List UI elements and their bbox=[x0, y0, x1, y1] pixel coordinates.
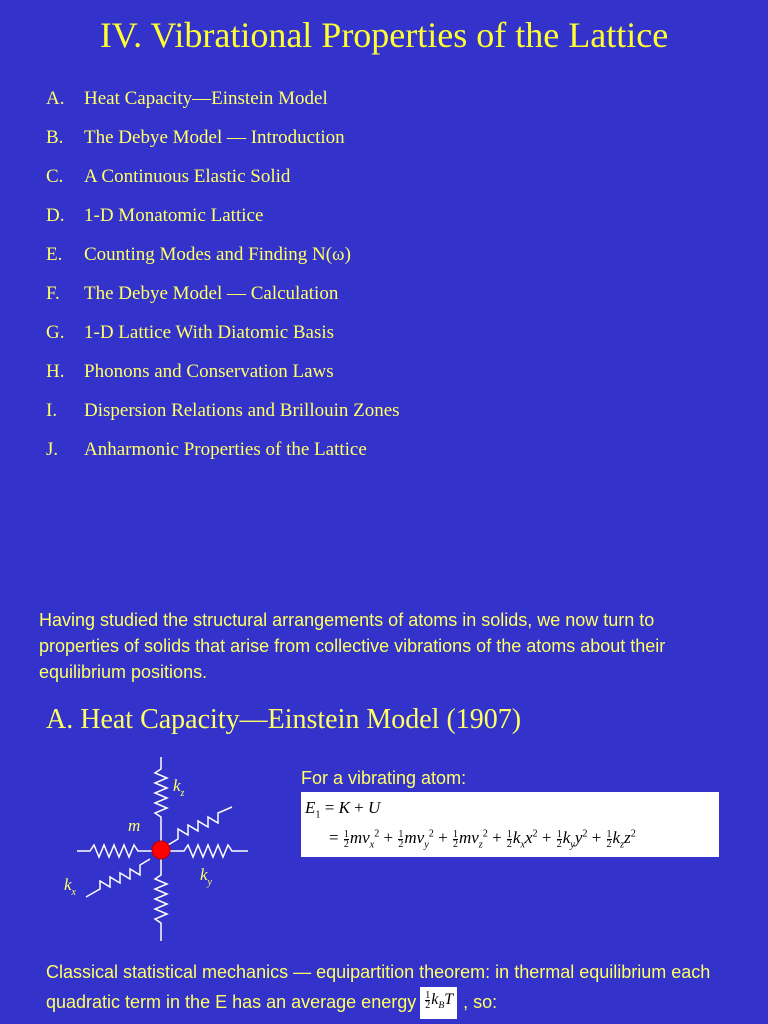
toc-item bbox=[46, 322, 400, 361]
toc-text: Dispersion Relations and Brillouin Zones bbox=[84, 400, 400, 421]
toc-letter: J. bbox=[46, 439, 59, 460]
closing-text: Classical statistical mechanics — equipartition theorem: in thermal equilibrium each quadratic term in the E has an average energy bbox=[46, 962, 711, 1012]
page-title: IV. Vibrational Properties of the Lattice bbox=[99, 15, 669, 55]
kx-label-sub: x bbox=[71, 887, 76, 898]
equation-line-2: = $\frac{1}{2}$ $mv_x^2$ + $\frac{1}{2}$ $mv_y^2$ + $\frac{1}{2}$ $mv_z^2$ + $\frac{1}{2}$ $k_xx^2$ + $\frac{1}{2}$ $k_yy^2$ + $\frac{1}{2}$ $k_zz^2$ bbox=[329, 828, 636, 851]
toc-letter: A. bbox=[46, 88, 65, 109]
spring-x-left bbox=[77, 845, 154, 857]
kx-label-main: k bbox=[64, 875, 72, 894]
toc-text: The Debye Model — Calculation bbox=[84, 283, 339, 304]
toc-text: Phonons and Conservation Laws bbox=[84, 361, 334, 382]
vibrating-atom-label: For a vibrating atom: bbox=[301, 768, 467, 788]
toc-text: Heat Capacity—Einstein Model bbox=[84, 88, 328, 109]
toc-item bbox=[46, 88, 400, 127]
closing-paragraph bbox=[46, 958, 746, 1019]
toc-item bbox=[46, 127, 400, 166]
toc-text: The Debye Model — Introduction bbox=[84, 127, 345, 148]
toc-item bbox=[46, 439, 400, 478]
ky-label-sub: y bbox=[207, 877, 212, 888]
toc-text: Counting Modes and Finding N(ω) bbox=[84, 244, 351, 265]
equation-line-1: $E_1 = K + U$ bbox=[305, 798, 381, 821]
toc-item bbox=[46, 166, 400, 205]
toc-text: 1-D Monatomic Lattice bbox=[84, 205, 264, 226]
spring-z-bottom bbox=[155, 855, 167, 941]
toc-letter: F. bbox=[46, 283, 60, 304]
table-of-contents bbox=[46, 88, 400, 478]
toc-letter: B. bbox=[46, 127, 64, 148]
toc-item bbox=[46, 244, 400, 283]
kz-label-main: k bbox=[173, 776, 181, 795]
closing-suffix: , so: bbox=[463, 991, 498, 1012]
kz-label-sub: z bbox=[180, 788, 185, 799]
toc-letter: H. bbox=[46, 361, 65, 382]
toc-text: 1-D Lattice With Diatomic Basis bbox=[84, 322, 335, 343]
average-energy-expression: $\frac{1}{2}$ $k_BT$ bbox=[420, 987, 457, 1019]
toc-text: Anharmonic Properties of the Lattice bbox=[84, 439, 367, 460]
toc-letter: D. bbox=[46, 205, 65, 226]
section-heading: A. Heat Capacity—Einstein Model (1907) bbox=[46, 704, 522, 735]
toc-text: A Continuous Elastic Solid bbox=[84, 166, 291, 187]
spring-z-top bbox=[155, 757, 167, 845]
toc-letter: C. bbox=[46, 166, 64, 187]
toc-letter: E. bbox=[46, 244, 63, 265]
ky-label-main: k bbox=[200, 865, 208, 884]
ky-label bbox=[200, 865, 213, 888]
spring-atom-diagram bbox=[60, 755, 260, 945]
kx-label bbox=[64, 875, 77, 898]
toc-item bbox=[46, 205, 400, 244]
intro-paragraph: Having studied the structural arrangements of atoms in solids, we now turn to properties of solids that arise from collective vibrations of the atoms about their equilibrium positions. bbox=[39, 610, 666, 682]
spring-x-right bbox=[168, 845, 248, 857]
spring-y-lower-left bbox=[86, 859, 150, 897]
energy-equation bbox=[301, 792, 719, 857]
kz-label bbox=[173, 776, 185, 799]
atom bbox=[152, 841, 170, 859]
toc-letter: G. bbox=[46, 322, 65, 343]
mass-label: m bbox=[128, 816, 141, 835]
spring-y-upper-right bbox=[168, 807, 232, 845]
toc-item bbox=[46, 400, 400, 439]
toc-item bbox=[46, 283, 400, 322]
toc-item bbox=[46, 361, 400, 400]
toc-letter: I. bbox=[46, 400, 58, 421]
